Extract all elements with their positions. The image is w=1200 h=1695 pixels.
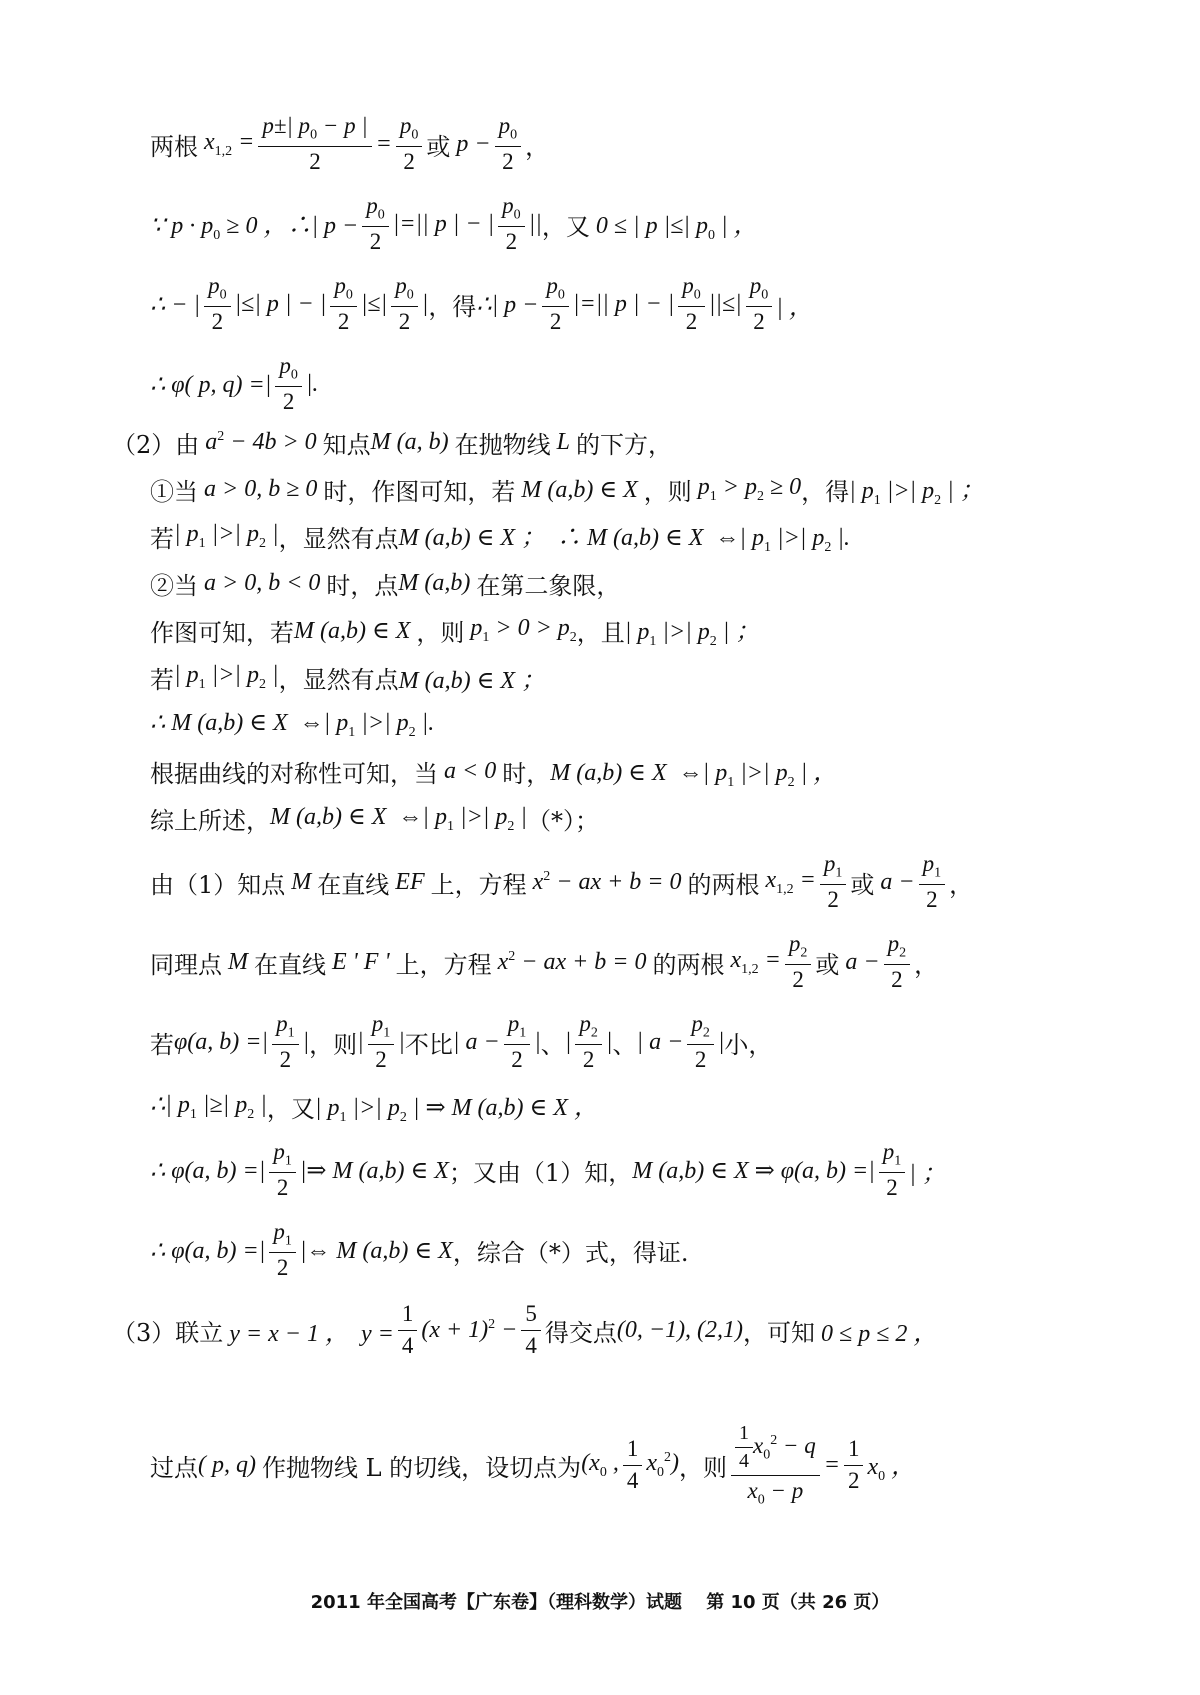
text-fragment: 上，方程 (430, 870, 527, 899)
text-fragment: 或 (426, 132, 451, 161)
text-fragment: 过点 (150, 1453, 198, 1482)
case1b-line: 若 | $p_1$ |>| $p_2$ | ，显然有点 M (a,b) ∈ X ； ∴ M (a,b) ∈ X ⇔| $p_1$ |>| $p_2$ |. (150, 516, 850, 556)
text-fragment: ，可知 (743, 1318, 816, 1347)
ifphi-line: 若 φ(a, b) =| $\frac{p_1}{2}$ | ，则 | $\frac{p_1}{2}$ | 不比 | a − $\frac{p_1}{2}$ | 、 | $\frac{p_2}{2}$ | 、 | a − $\frac{p_2}{2}$ | 小， (150, 1010, 773, 1072)
text-fragment: 上，方程 (395, 950, 492, 979)
part3-line: （3）联立 y = x − 1 ， y = $\frac{1}{4}$ $(x + 1)^2$ − $\frac{5}{4}$ 得交点 (0, −1), (2,1) ，可知 0 ≤ p ≤ 2 ， (112, 1301, 938, 1358)
text-fragment: 或 (850, 870, 875, 899)
text-fragment: 在直线 (317, 870, 390, 899)
case2c-line: 若 | $p_1$ |>| $p_2$ | ，显然有点 M (a,b) ∈ X ； (150, 657, 545, 697)
text-fragment: 不比 (404, 1030, 453, 1059)
conclude-line: ∴ φ(a, b) =| $\frac{p_1}{2}$ |⇔ M (a,b) ∈ X ，综合（*）式，得证. (150, 1218, 689, 1280)
text-fragment: 得交点 (544, 1318, 617, 1347)
text-fragment: （3）联立 (112, 1318, 224, 1347)
text-fragment: 作图可知，若 (150, 618, 294, 647)
summary-line: 综上所述， M (a,b) ∈ X ⇔| $p_1$ |>| $p_2$ | （*）； (150, 798, 599, 838)
case2d-line: ∴ M (a,b) ∈ X ⇔| $p_1$ |>| $p_2$ |. (150, 709, 435, 740)
therefore-line: ∴| $p_1$ |≥| $p_2$ | ，又 | $p_1$ |>| $p_2$ | ⇒ M (a,b) ∈ X ， (150, 1086, 598, 1126)
text-fragment: ；又由（1）知， (448, 1158, 633, 1187)
eq-phi-line: ∴ φ( p, q) =| $\frac{p_0}{2}$ |. (150, 352, 319, 414)
text-fragment: 若 (150, 665, 174, 694)
text-fragment: 在第二象限， (476, 571, 621, 600)
text-fragment: 的下方， (576, 430, 673, 459)
text-fragment: 若 (150, 1030, 174, 1059)
text-fragment: （2）由 (112, 430, 200, 459)
text-fragment: ，且 (576, 618, 625, 647)
text-fragment: 的两根 (652, 950, 725, 979)
text-fragment: 的两根 (687, 870, 760, 899)
text-fragment: ，又 (266, 1094, 315, 1123)
symmetry-line: 根据曲线的对称性可知，当 a < 0 时， M (a,b) ∈ X ⇔| $p_1$ |>| $p_2$ | ， (150, 751, 837, 791)
text-fragment: ，则 (643, 477, 692, 506)
text-fragment: 在抛物线 (454, 430, 551, 459)
eq-abs-line: ∵ $p \cdot p_0 \ge 0$ ，∴| p − $\frac{p_0}{2}$ |=|| p | − | $\frac{p_0}{2}$ || ，又 0 ≤ | p |≤| $p_0$ | ， (150, 192, 758, 254)
text-fragment: ，得 (801, 477, 850, 506)
text-fragment: ，则 (416, 618, 465, 647)
text-fragment: ①当 (150, 477, 198, 506)
text-fragment: 小， (724, 1030, 773, 1059)
text-fragment: 时， (502, 759, 551, 788)
text-fragment: ，显然有点 (278, 524, 399, 553)
case1-line: ①当 a > 0, b ≥ 0 时，作图可知，若 M (a,b) ∈ X ，则 $p_1 > p_2 \ge 0$ ，得 | $p_1$ |>| $p_2$ | ； (150, 469, 984, 509)
text-fragment: 、 (540, 1030, 565, 1059)
page-footer: 2011 年全国高考【广东卷】（理科数学）试题 第 10 页（共 26 页） (310, 1592, 890, 1613)
text-fragment: （*）； (527, 806, 599, 835)
eq-ineq-line: ∴ − | $\frac{p_0}{2}$ |≤| p | − | $\frac{p_0}{2}$ |≤| $\frac{p_0}{2}$ | ，得 ∴| p − $\frac{p_0}{2}$ |=|| p | − | $\frac{p_0}{2}$ ||≤| $\frac{p_0}{2}$ | ， (150, 272, 813, 334)
text-fragment: 同理点 (150, 950, 222, 979)
text-fragment: 、 (612, 1030, 637, 1059)
text-fragment: 或 (815, 950, 840, 979)
text-fragment: ②当 (150, 571, 198, 600)
text-fragment: ，则 (309, 1030, 358, 1059)
text-fragment: 时，作图可知，若 (323, 477, 516, 506)
text-fragment: ，综合（*）式，得证. (452, 1238, 689, 1267)
text-fragment: 根据曲线的对称性可知，当 (150, 759, 438, 788)
eq-roots-line: 两根 $x_{1,2}$ = $\frac{p\pm| p_0 - p |}{2}$ = $\frac{p_0}{2}$ 或 p − $\frac{p_0}{2}$ ， (150, 112, 550, 174)
text-fragment: ，又 (541, 212, 590, 241)
text-fragment: ，得 (428, 292, 477, 321)
text-fragment: 在直线 (254, 950, 326, 979)
part2-head: （2）由 $a^2 - 4b > 0$ 知点 M (a, b) 在抛物线 L 的下方， (112, 422, 672, 462)
text-fragment: 两根 (150, 132, 198, 161)
case2-line: ②当 a > 0, b < 0 时，点 M (a,b) 在第二象限， (150, 563, 620, 603)
text-fragment: 作抛物线 L 的切线，设切点为 (261, 1453, 582, 1482)
text-fragment: 时，点 (326, 571, 399, 600)
text-fragment: 知点 (322, 430, 371, 459)
text-fragment: 由（1）知点 (150, 870, 286, 899)
by1-line: 由（1）知点 M 在直线 EF 上，方程 $x^2$ − ax + b = 0 的两根 $x_{1,2}$ = $\frac{p_1}{2}$ 或 a − $\frac{p_1}{2}$ ， (150, 850, 974, 912)
text-fragment: ，则 (679, 1453, 727, 1482)
text-fragment: 若 (150, 524, 174, 553)
case2b-line: 作图可知，若 M (a,b) ∈ X ，则 $p_1 > 0 > p_2$ ，且 | $p_1$ |>| $p_2$ | ； (150, 610, 759, 650)
same-line: 同理点 M 在直线 E ' F ' 上，方程 $x^2$ − ax + b = 0 的两根 $x_{1,2}$ = $\frac{p_2}{2}$ 或 a − $\frac{p_2}{2}$ ， (150, 930, 939, 992)
text-fragment: ，显然有点 (278, 665, 399, 694)
tangent-line: 过点 ( p, q) 作抛物线 L 的切线，设切点为 ($x_0$ , $\frac{1}{4}$ $x_0^2$) ，则 $\frac{1}{4}$ $x_0^2 - q$ $x_0 - p$ = $\frac{1}{2}$ $x_0$ ， (150, 1421, 916, 1508)
therefore2-line: ∴ φ(a, b) =| $\frac{p_1}{2}$ |⇒ M (a,b) ∈ X ；又由（1）知， M (a,b) ∈ X ⇒ φ(a, b) =| $\frac{p_1}{2}$ | ； (150, 1138, 946, 1200)
text-fragment: 综上所述， (150, 806, 270, 835)
